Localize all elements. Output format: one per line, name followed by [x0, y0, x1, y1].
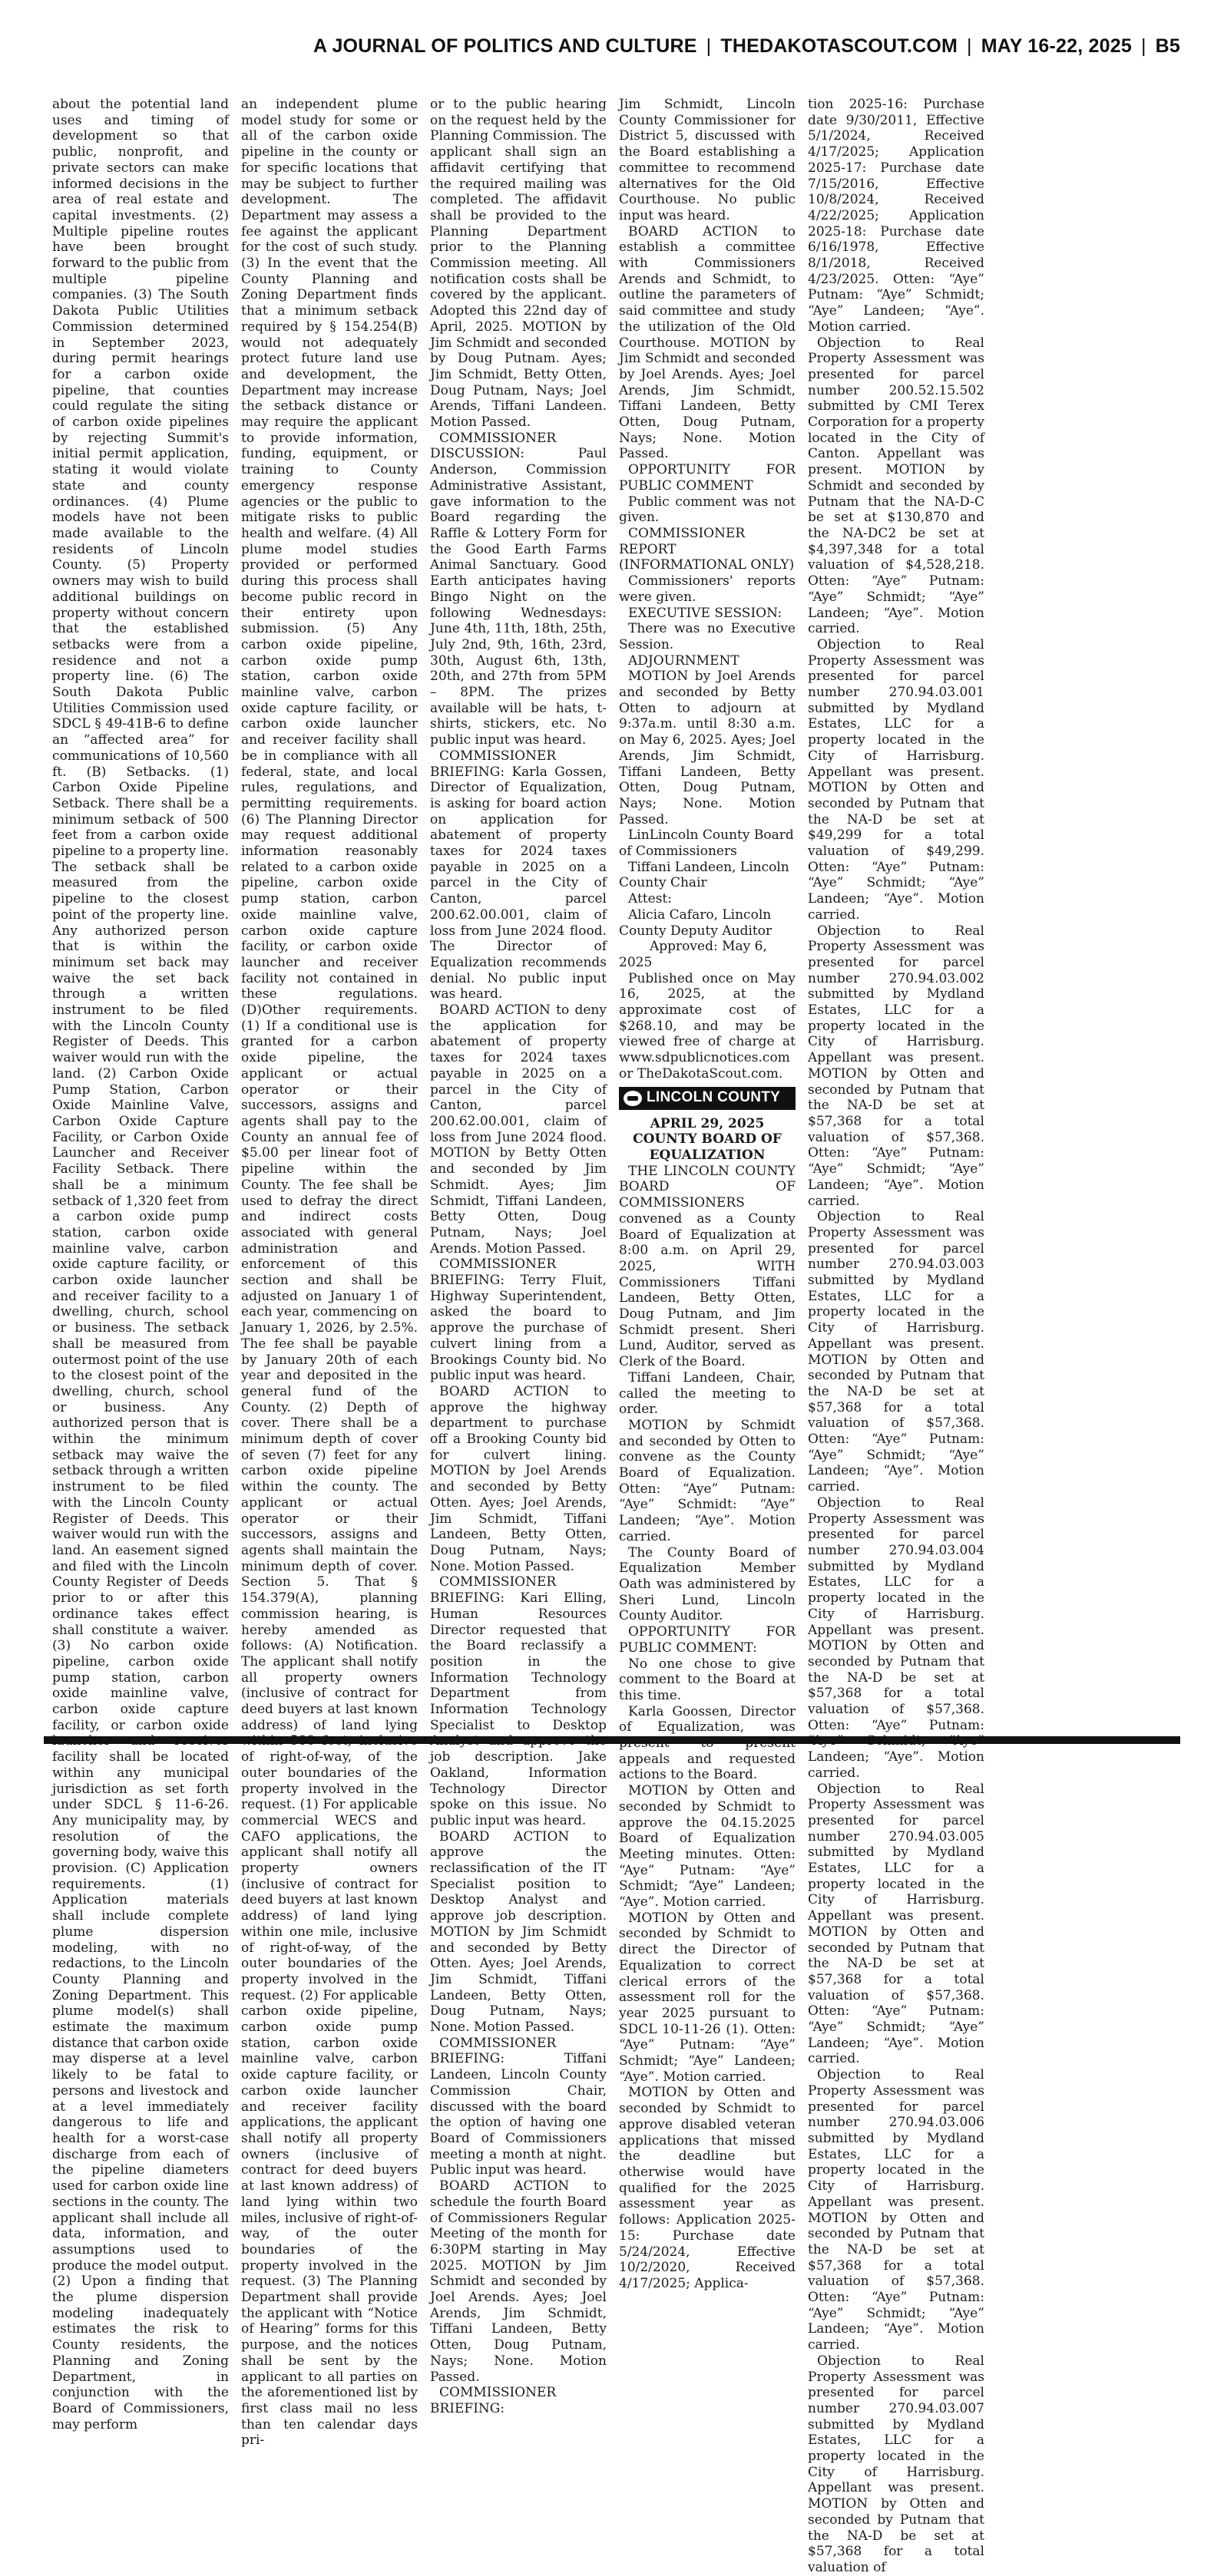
- paragraph: COMMISSIONER BRIEFING:: [430, 2385, 557, 2416]
- issue-date: MAY 16-22, 2025: [981, 35, 1132, 57]
- paragraph: Jim Schmidt, Lincoln County Commissioner for District 5, discussed with the Board establishing a committee to recommend alternatives for the Old Courthouse. No public input was heard.: [619, 97, 796, 223]
- article-columns: [46, 97, 1179, 2575]
- section-heading: COMMISSIONER REPORT (INFORMATIONAL ONLY): [619, 525, 795, 573]
- column-4: [613, 97, 802, 2291]
- paragraph: The County Board of Equalization Member Oath was administered by Sheri Lund, Lincoln County Auditor.: [619, 1544, 796, 1624]
- column-3: [424, 97, 613, 2416]
- paragraph: or to the public hearing on the request held by the Planning Commission. The applicant shall sign an affidavit certifying that the required mailing was completed. The affidavit shall be provided to the Planning Department prior to the Planning Commission meeting. All notification costs shall be covered by the applicant. Adopted this 22nd day of April, 2025. MOTION by Jim Schmidt and seconded by Doug Putnam. Ayes; Jim Schmidt, Betty Otten, Doug Putnam, Nays; Joel Arends, Tiffani Landeen. Motion Passed.: [430, 97, 607, 431]
- publication-tagline: A JOURNAL OF POLITICS AND CULTURE: [313, 35, 697, 57]
- site-url[interactable]: THEDAKOTASCOUT.COM: [720, 35, 958, 57]
- paragraph: BOARD ACTION to schedule the fourth Board of Commissioners Regular Meeting of the month for 6:30PM starting in May 2025. MOTION by Jim Schmidt and seconded by Joel Arends. Ayes; Joel Arends, Jim Schmidt, Tiffani Landeen, Betty Otten, Doug Putnam, Nays; None. Motion Passed.: [430, 2178, 607, 2385]
- paragraph: Objection to Real Property Assessment was presented for parcel number 270.94.03.006 submitted by Mydland Estates, LLC for a property located in the City of Harrisburg. Appellant was present. MOTION by Otten and seconded by Putnam that the NA-D be set at $57,368 for a total valuation of $57,368. Otten: “Aye” Putnam: “Aye” Schmidt; “Aye” Landeen; “Aye”. Motion carried.: [808, 2067, 984, 2353]
- paragraph: COMMISSIONER BRIEFING: Tiffani Landeen, Lincoln County Commission Chair, discussed with the board the option of having one Board of Commissioners meeting a month at night. Public input was heard.: [430, 2035, 607, 2178]
- signature-line: Alicia Cafaro, Lincoln County Deputy Auditor: [619, 907, 772, 939]
- paragraph: BOARD ACTION to deny the application for abatement of property taxes for 2024 taxes payable in 2025 on a parcel in the City of Canton, parcel 200.62.00.001, claim of loss from June 2024 flood. MOTION by Betty Otten and seconded by Jim Schmidt. Ayes; Jim Schmidt, Tiffani Landeen, Betty Otten, Doug Putnam, Nays; Joel Arends. Motion Passed.: [430, 1002, 607, 1257]
- paragraph: Public comment was not given.: [619, 494, 796, 526]
- paragraph: Objection to Real Property Assessment was presented for parcel number 270.94.03.002 submitted by Mydland Estates, LLC for a property located in the City of Harrisburg. Appellant was present. MOTION by Otten and seconded by Putnam that the NA-D be set at $57,368 for a total valuation of $57,368. Otten: “Aye” Putnam: “Aye” Schmidt; “Aye” Landeen; “Aye”. Motion carried.: [808, 923, 984, 1209]
- paragraph: Karla Goossen, Director of Equalization, was appeals and requested actions to the Board.: [619, 1703, 796, 1783]
- page-header: [0, 29, 1224, 63]
- paragraph: COMMISSIONER BRIEFING: Karla Gossen, Director of Equalization, is asking for board action on application for abatement of property taxes for 2024 taxes payable in 2025 on a parcel in the City of Canton, parcel 200.62.00.001, claim of loss from June 2024 flood. The Director of Equalization recommends denial. No public input was heard.: [430, 748, 607, 1002]
- column-5: [802, 97, 991, 2575]
- footer-rule: [44, 1736, 1180, 1744]
- signature-line: Tiffani Landeen, Lincoln County Chair: [619, 859, 789, 891]
- section-heading: ADJOURNMENT: [628, 652, 739, 669]
- paragraph: Tiffani Landeen, Chair, called the meeting to order.: [619, 1369, 796, 1418]
- paragraph: Objection to Real Property Assessment was presented for parcel number 270.94.03.005 submitted by Mydland Estates, LLC for a property located in the City of Harrisburg. Appellant was present. MOTION by Otten and seconded by Putnam that the NA-D be set at $57,368 for a total valuation of $57,368. Otten: “Aye” Putnam: “Aye” Schmidt; “Aye” Landeen; “Aye”. Motion carried.: [808, 1781, 984, 2067]
- paragraph: There was no Executive Session.: [619, 621, 796, 652]
- paragraph: Objection to Real Property Assessment was presented for parcel number 200.52.15.502 submitted by CMI Terex Corporation for a property located in the City of Canton. Appellant was present. MOTION by Schmidt and seconded by Putnam that the NA-D-C be set at $130,870 and the NA-DC2 be set at $4,397,348 for a total valuation of $4,528,218. Otten: “Aye” Putnam: “Aye” Schmidt; “Aye” Landeen; “Aye”. Motion carried.: [808, 335, 984, 637]
- paragraph: MOTION by Otten and seconded by Schmidt to approve the 04.15.2025 Board of Equalization Meeting minutes. Otten: “Aye” Putnam: “Aye” Schmidt; “Aye” Landeen; “Aye”. Motion carried.: [619, 1783, 796, 1911]
- county-banner: [619, 1087, 796, 1110]
- paragraph: Objection to Real Property Assessment was presented for parcel number 270.94.03.007 submitted by Mydland Estates, LLC for a property located in the City of Harrisburg. Appellant was present. MOTION by Otten and seconded by Putnam that the NA-D be set at $57,368 for a total valuation of: [808, 2353, 984, 2575]
- page-number: B5: [1155, 35, 1180, 57]
- paragraph: BOARD ACTION to approve the highway department to purchase off a Brooking County bid for culvert lining. MOTION by Joel Arends and seconded by Betty Otten. Ayes; Joel Arends, Jim Schmidt, Tiffani Landeen, Betty Otten, Doug Putnam, Nays; None. Motion Passed.: [430, 1383, 607, 1574]
- section-heading: EXECUTIVE SESSION:: [628, 605, 782, 621]
- approval-line: Approved: May 6, 2025: [619, 939, 767, 970]
- paragraph: tion 2025-16: Purchase date 9/30/2011, Effective 5/1/2024, Received 4/17/2025; Application 2025-17: Purchase date 7/15/2016, Effective 10/8/2024, Received 4/22/2025; Application 2025-18: Purchase date 6/16/1978, Effective 8/1/2018, Received 4/23/2025. Otten: “Aye” Putnam: “Aye” Schmidt; “Aye” Landeen; “Aye”. Motion carried.: [808, 97, 984, 335]
- notice-date-heading: APRIL 29, 2025: [650, 1115, 765, 1131]
- paragraph: MOTION by Otten and seconded by Schmidt to approve disabled veteran applications that missed the deadline but otherwise would have qualified for the 2025 assessment year as follows: Application 2025-15: Purchase date 5/24/2024, Effective 10/2/2020, Received 4/17/2025; Applica-: [619, 2085, 796, 2291]
- signature-line: LinLincoln County Board of Commissioners: [619, 827, 794, 860]
- paragraph: MOTION by Schmidt and seconded by Otten to convene as the County Board of Equalization. Otten: “Aye” Putnam: “Aye” Schmidt: “Aye” Landeen; “Aye”. Motion carried.: [619, 1417, 796, 1544]
- paragraph: Commissioners' reports were given.: [619, 573, 796, 605]
- paragraph: COMMISSIONER BRIEFING: Terry Fluit, Highway Superintendent, asked the board to approve the purchase of culvert lining from a Brookings County bid. No public input was heard.: [430, 1257, 607, 1384]
- paragraph: Objection to Real Property Assessment was presented for parcel number 270.94.03.003 submitted by Mydland Estates, LLC for a property located in the City of Harrisburg. Appellant was present. MOTION by Otten and seconded by Putnam that the NA-D be set at $57,368 for a total valuation of $57,368. Otten: “Aye” Putnam: “Aye” Schmidt; “Aye” Landeen; “Aye”. Motion carried.: [808, 1209, 984, 1495]
- paragraph: MOTION by Joel Arends and seconded by Betty Otten to adjourn at 9:37a.m. until 8:30 a.m. on May 6, 2025. Ayes; Joel Arends, Jim Schmidt, Tiffani Landeen, Betty Otten, Doug Putnam, Nays; None. Motion Passed.: [619, 669, 796, 827]
- paragraph: COMMISSIONER DISCUSSION: Paul Anderson, Commission Administrative Assistant, gave information to the Board regarding the Raffle & Lottery Form for the Good Earth Farms Animal Sanctuary. Good Earth anticipates having Bingo Night on the following Wednesdays: June 4th, 11th, 18th, 25th, July 2nd, 9th, 16th, 23rd, 30th, August 6th, 13th, 20th, and 27th from 5PM – 8PM. The prizes available will be hats, t-shirts, stickers, etc. No public input was heard.: [430, 430, 607, 748]
- paragraph: Objection to Real Property Assessment was presented for parcel number 270.94.03.004 submitted by Mydland Estates, LLC for a property located in the City of Harrisburg. Appellant was present. MOTION by Otten and seconded by Putnam that the NA-D be set at $57,368 for a total valuation of $57,368. Otten: “Aye” Putnam: Landeen; “Aye”. Motion carried.: [808, 1494, 984, 1781]
- paragraph: an independent plume model study for some or all of the carbon oxide pipeline in the county or for specific locations that may be subject to further development. The Department may assess a fee against the applicant for the cost of such study. (3) In the event that the County Planning and Zoning Department finds that a minimum setback required by § 154.254(B) would not adequately protect future land use and development, the Department may increase the setback distance or may require the applicant to provide information, funding, equipment, or training to County emergency response agencies or the public to mitigate risks to public health and welfare. (4) All plume model studies provided or performed during this process shall become public record in their entirety upon submission. (5) Any carbon oxide pipeline, carbon oxide pump station, carbon oxide mainline valve, carbon oxide capture facility, or carbon oxide launcher and receiver facility shall be in compliance with all federal, state, and local rules, regulations, and permitting requirements. (6) The Planning Director may request additional information reasonably related to a carbon oxide pipeline, carbon oxide pump station, carbon oxide mainline valve, carbon oxide capture facility, or carbon oxide launcher and receiver facility not contained in these regulations. (D)Other requirements. (1) If a conditional use is granted for a carbon oxide pipeline, the applicant or actual operator or their successors, assigns and agents shall pay to the County an annual fee of $5.00 per linear foot of pipeline within the County. The fee shall be used to defray the direct and indirect costs associated with general administration and enforcement of this section and shall be adjusted on January 1 of each year, commencing on January 1, 2026, by 2.5%. The fee shall be payable by January 20th of each year and deposited in the general fund of the County. (2) Depth of cover. There shall be a minimum depth of cover of seven (7) feet for any carbon oxide pipeline within the county. The applicant or actual operator or their successors, assigns and agents shall maintain the minimum depth of cover. Section 5. That § 154.379(A), planning commission hearing, is hereby amended as follows: (A) Notification. The applicant shall notify all property owners (inclusive of contract for deed buyers at last known address) of land lying of right-of-way, of the outer boundaries of the property involved in the request. (1) For applicable commercial WECS and CAFO applications, the applicant shall notify all property owners (inclusive of contract for deed buyers at last known address) of land lying within one mile, inclusive of right-of-way, of the outer boundaries of the property involved in the request. (2) For applicable carbon oxide pipeline, carbon oxide pump station, carbon oxide mainline valve, carbon oxide capture facility, or carbon oxide launcher and receiver facility applications, the applicant shall notify all property owners (inclusive of contract for deed buyers at last known address) of land lying within two miles, inclusive of right-of-way, of the outer boundaries of the property involved in the request. (3) The Planning Department shall provide the applicant with “Notice of Hearing” forms for this purpose, and the notices shall be sent by the applicant to all parties on the aforementioned list by first class mail no less than ten calendar days pri-: [241, 97, 418, 2449]
- paragraph: THE LINCOLN COUNTY BOARD OF COMMISSIONERS convened as a County Board of Equalization at 8:00 a.m. on April 29, 2025, WITH Commissioners Tiffani Landeen, Betty Otten, Doug Putnam, and Jim Schmidt present. Sheri Lund, Auditor, served as Clerk of the Board.: [619, 1163, 796, 1370]
- paragraph: MOTION by Otten and seconded by Schmidt to direct the Director of Equalization to correct clerical errors of the assessment roll for the year 2025 pursuant to SDCL 10-11-26 (1). Otten: “Aye” Putnam: “Aye” Schmidt; “Aye” Landeen; “Aye”. Motion carried.: [619, 1910, 796, 2085]
- section-heading: OPPORTUNITY FOR PUBLIC COMMENT: [619, 462, 796, 494]
- header-separator: |: [1140, 35, 1146, 57]
- notice-title-heading: COUNTY BOARD OF EQUALIZATION: [633, 1131, 782, 1163]
- paragraph: BOARD ACTION to establish a committee with Commissioners Arends and Schmidt, to outline the parameters of said committee and study the utilization of the Old Courthouse. MOTION by Jim Schmidt and seconded by Joel Arends. Ayes; Joel Arends, Jim Schmidt, Tiffani Landeen, Betty Otten, Doug Putnam, Nays; None. Motion Passed.: [619, 223, 796, 462]
- paragraph: BOARD ACTION to approve the reclassification of the IT Specialist position to Desktop Analyst and approve job description. MOTION by Jim Schmidt and seconded by Betty Otten. Ayes; Joel Arends, Jim Schmidt, Tiffani Landeen, Betty Otten, Doug Putnam, Nays; None. Motion Passed.: [430, 1828, 607, 2036]
- header-separator: |: [967, 35, 972, 57]
- column-2: [235, 97, 424, 2449]
- column-1: [46, 97, 235, 2432]
- county-banner-label: LINCOLN COUNTY: [647, 1089, 781, 1106]
- header-separator: |: [706, 35, 712, 57]
- section-heading: OPPORTUNITY FOR PUBLIC COMMENT:: [619, 1624, 796, 1656]
- publication-notice: Published once on May 16, 2025, at the approximate cost of $268.10, and may be viewed free of charge at www.sdpublicnotices.com or TheDakotaScout.com.: [619, 970, 796, 1082]
- paragraph: No one chose to give comment to the Board at this time.: [619, 1656, 796, 1703]
- paragraph: COMMISSIONER BRIEFING: Kari Elling, Human Resources Director requested that the Board reclassify a position in the Information Technology Department from Information Technology Specialist to Desktop job description. Jake Oakland, Information Technology Director spoke on this issue. No public input was heard.: [430, 1574, 607, 1828]
- scout-logo-icon: [624, 1091, 642, 1106]
- signature-line: Attest:: [628, 891, 672, 907]
- paragraph: Objection to Real Property Assessment was presented for parcel number 270.94.03.001 submitted by Mydland Estates, LLC for a property located in the City of Harrisburg. Appellant was present. MOTION by Otten and seconded by Putnam that the NA-D be set at $49,299 for a total valuation of $49,299. Otten: “Aye” Putnam: “Aye” Schmidt; “Aye” Landeen; “Aye”. Motion carried.: [808, 636, 984, 923]
- paragraph: about the potential land uses and timing of development so that public, nonprofit, and private sectors can make informed decisions in the area of real estate and capital investments. (2) Multiple pipeline routes have been brought forward to the public from multiple pipeline companies. (3) The South Dakota Public Utilities Commission determined in September 2023, during permit hearings for a carbon oxide pipeline, that counties could regulate the siting of carbon oxide pipelines by rejecting Summit's initial permit application, stating it would violate state and county ordinances. (4) Plume models have not been made available to the residents of Lincoln County. (5) Property owners may wish to build additional buildings on property without concern that the established setbacks were from a residence and not a property line. (6) The South Dakota Public Utilities Commission used SDCL § 49-41B-6 to define an “affected area” for communications of 10,560 ft. (B) Setbacks. (1) Carbon Oxide Pipeline Setback. There shall be a minimum setback of 500 feet from a carbon oxide pipeline to a property line. The setback shall be measured from the pipeline to the closest point of the property line. Any authorized person that is within the minimum set back may waive the set back through a written instrument to be filed with the Lincoln County Register of Deeds. This waiver would run with the land. (2) Carbon Oxide Pump Station, Carbon Oxide Mainline Valve, Carbon Oxide Capture Facility, or Carbon Oxide Launcher and Receiver Facility Setback. There shall be a minimum setback of 1,320 feet from a carbon oxide pump station, carbon oxide mainline valve, carbon oxide capture facility, or carbon oxide launcher and receiver facility to a dwelling, church, school or business. The setback shall be measured from outermost point of the use to the closest point of the dwelling, church, school or business. Any authorized person that is within the minimum setback may waive the setback through a written instrument to be filed with the Lincoln County Register of Deeds. This waiver would run with the land. An easement signed and filed with the Lincoln County Register of Deeds prior to or after this ordinance takes effect shall constitute a waiver. (3) No carbon oxide pipeline, carbon oxide pump station, carbon oxide mainline valve, carbon oxide capture facility, or carbon oxide facility shall be located within any municipal jurisdiction as set forth under SDCL § 11-6-26. Any municipality may, by resolution of the governing body, waive this provision. (C) Application requirements. (1) Application materials shall include complete plume dispersion modeling, with no redactions, to the Lincoln County Planning and Zoning Department. This plume model(s) shall estimate the maximum distance that carbon oxide may disperse at a level likely to be fatal to persons and livestock and at a level immediately dangerous to life and health for a worst-case discharge from each of the pipeline diameters used for carbon oxide line sections in the county. The applicant shall include all data, information, and assumptions used to produce the model output. (2) Upon a finding that the plume dispersion modeling inadequately estimates the risk to County residents, the Planning and Zoning Department, in conjunction with the Board of Commissioners, may perform: [52, 97, 229, 2432]
